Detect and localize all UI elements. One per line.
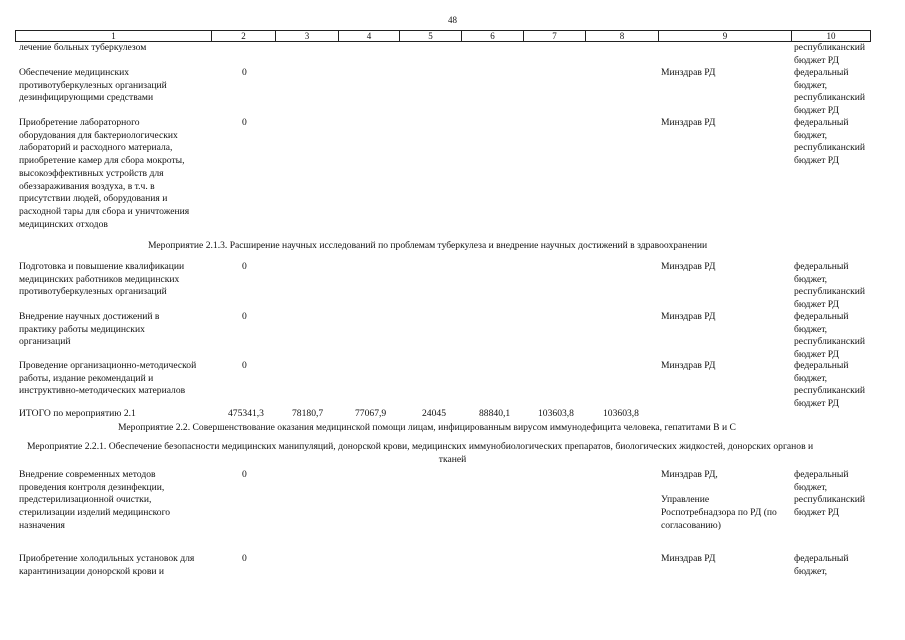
row4-name: Внедрение научных достижений в практику работы медицинских организаций xyxy=(19,311,160,348)
row0-funding: республиканский бюджет РД xyxy=(794,42,866,66)
section-heading-2-2-1-cont: тканей xyxy=(438,454,467,465)
row7-name: Приобретение холодильных установок для карантинизации донорской крови и xyxy=(19,553,195,577)
row7-funding: федеральный бюджет, xyxy=(794,553,849,577)
total-value: 88840,1 xyxy=(479,408,511,419)
col-header-6: 6 xyxy=(462,31,524,41)
total-value: 103603,8 xyxy=(603,408,639,419)
col-header-8: 8 xyxy=(586,31,659,41)
row0-name: лечение больных туберкулезом xyxy=(19,42,147,53)
col-header-5: 5 xyxy=(400,31,462,41)
total-value: 78180,7 xyxy=(292,408,324,419)
row2-executor: Минздрав РД xyxy=(661,117,716,128)
row7-value: 0 xyxy=(242,553,247,564)
row4-value: 0 xyxy=(242,311,247,322)
row3-funding: федеральный бюджет, республиканский бюджет РД xyxy=(794,261,866,311)
row2-value: 0 xyxy=(242,117,247,128)
col-header-7: 7 xyxy=(524,31,586,41)
row5-value: 0 xyxy=(242,360,247,371)
row6-value: 0 xyxy=(242,469,247,480)
row5-funding: федеральный бюджет, республиканский бюджет РД xyxy=(794,360,866,410)
row3-value: 0 xyxy=(242,261,247,272)
row2-name: Приобретение лабораторного оборудования для бактериологических лабораторий и расходного материала, приобретение камер для сбора мокроты, высокоэффективных устройств для обеззараживания воздуха, в т.ч. в присутствии людей, оборудования и расходной тары для сбора и уничтожения медицинских отходов xyxy=(19,117,190,230)
row4-funding: федеральный бюджет, республиканский бюджет РД xyxy=(794,311,866,361)
row1-funding: федеральный бюджет, республиканский бюджет РД xyxy=(794,67,866,117)
total-value: 77067,9 xyxy=(355,408,387,419)
row5-executor: Минздрав РД xyxy=(661,360,716,371)
section-heading-2-2-1: Мероприятие 2.2.1. Обеспечение безопасности медицинских манипуляций, донорской крови, медицинских иммунобиологических препаратов, биологических жидкостей, донорских органов и xyxy=(27,441,814,452)
row6-funding: федеральный бюджет, республиканский бюджет РД xyxy=(794,469,866,519)
row3-executor: Минздрав РД xyxy=(661,261,716,272)
row1-executor: Минздрав РД xyxy=(661,67,716,78)
row6-executor: Минздрав РД, Управление Роспотребнадзора по РД (по согласованию) xyxy=(661,469,777,531)
total-value: 24045 xyxy=(422,408,446,419)
col-header-1: 1 xyxy=(16,31,212,41)
col-header-2: 2 xyxy=(212,31,276,41)
row3-name: Подготовка и повышение квалификации медицинских работников медицинских противотуберкулезных организаций xyxy=(19,261,185,298)
total-value: 475341,3 xyxy=(228,408,264,419)
row2-funding: федеральный бюджет, республиканский бюджет РД xyxy=(794,117,866,167)
row5-name: Проведение организационно-методической работы, издание рекомендаций и инструктивно-методических материалов xyxy=(19,360,197,397)
col-header-10: 10 xyxy=(826,31,836,41)
page-number: 48 xyxy=(448,15,457,25)
total-label: ИТОГО по мероприятию 2.1 xyxy=(19,408,136,419)
section-heading-2-1-3: Мероприятие 2.1.3. Расширение научных исследований по проблемам туберкулеза и внедрение научных достижений в здравоохранении xyxy=(148,240,708,251)
section-heading-2-2: Мероприятие 2.2. Совершенствование оказания медицинской помощи лицам, инфицированным вирусом иммунодефицита человека, гепатитами В и С xyxy=(118,422,736,433)
row4-executor: Минздрав РД xyxy=(661,311,716,322)
col-header-9: 9 xyxy=(659,31,792,41)
col-header-4: 4 xyxy=(339,31,400,41)
row6-name: Внедрение современных методов проведения контроля дезинфекции, предстерилизационной очистки, стерилизации изделий медицинского назначения xyxy=(19,469,171,531)
column-header-row xyxy=(15,30,871,42)
row1-value: 0 xyxy=(242,67,247,78)
total-value: 103603,8 xyxy=(538,408,574,419)
row7-executor: Минздрав РД xyxy=(661,553,716,564)
row1-name: Обеспечение медицинских противотуберкулезных организаций дезинфицирующими средствами xyxy=(19,67,167,104)
col-header-3: 3 xyxy=(276,31,339,41)
